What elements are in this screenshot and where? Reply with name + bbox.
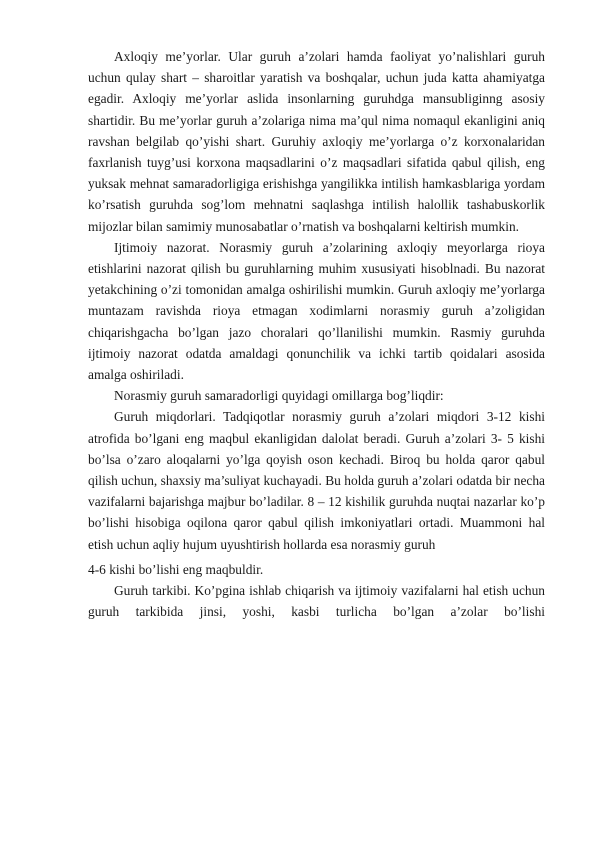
paragraph-samaradorlik-omillari: Norasmiy guruh samaradorligi quyidagi omillarga bog’liqdir: [114,388,444,404]
paragraph-guruh-miqdorlari: Guruh miqdorlari. Tadqiqotlar norasmiy guruh a’zolari miqdori 3-12 kishi atrofida bo’lgani eng maqbul ekanligidan dalolat beradi. Guruh a’zolari 3- 5 kishi bo’lsa o’zaro aloqalarni yo’lga qoyish oson kechadi. Biroq bu holda qaror qabul qilish uchun, shaxsiy ma’suliyat kuchayadi. Bu holda guruh a’zolari odatda bir necha vazifalarni bajarishga majbur bo’ladilar. 8 – 12 kishilik guruhda nuqtai nazarlar ko’p bo’lishi hisobiga oqilona qaror qabul qilish imkoniyatlari ortadi. Muammoni hal etish uchun aqliy hujum uyushtirish hollarda esa norasmiy guruh [88,409,545,552]
paragraph-ijtimoiy-nazorat: Ijtimoiy nazorat. Norasmiy guruh a’zolarining axloqiy meyorlarga rioya etishlarini nazorat qilish bu guruhlarning muhim xususiyati hisoblnadi. Bu nazorat yetakchining o’zi tomonidan amalga oshirilishi mumkin. Guruh axloqiy me’yorlarga muntazam ravishda rioya etmagan xodimlarni norasmiy guruh a’zoligidan chiqarishgacha bo’lgan jazo choralari qo’llanilishi mumkin. Rasmiy guruhda ijtimoiy nazorat odatda amaldagi qonunchilik va ichki tartib qoidalari asosida amalga oshiriladi. [88,239,545,383]
paragraph-guruh-tarkibi: Guruh tarkibi. Ko’pgina ishlab chiqarish va ijtimoiy vazifalarni hal etish uchun guruh tarkibida jinsi, yoshi, kasbi turlicha bo’lgan a’zolar bo’lishi [88,583,545,620]
paragraph-axloqiy-meyorlar: Axloqiy me’yorlar. Ular guruh a’zolari hamda faoliyat yo’nalishlari guruh uchun qulay shart – sharoitlar yaratish va boshqalar, uchun juda katta ahamiyatga egadir. Axloqiy me’yorlar aslida insonlarning guruhdga mansubliginng asosiy shartidir. Bu me’yorlar guruh a’zolariga nima ma’qul nima nomaqul ekanligini aniq ravshan belgilab qo’yishi shart. Guruhiy axloqiy me’yorlarga o’z korxonalaridan faxrlanish tuyg’usi korxona maqsadlarini o’z maqsadlari sifatida qabul qilish, eng yuksak mehnat samaradorligiga erishishga yangilikka intilish hamkasblariga yordam ko’rsatish guruhda sog’lom mehnatni saqlashga intilish halollik tashabuskorlik mijozlar bilan samimiy munosabatlar o’rnatish va boshqalarni keltirish mumkin. [88,49,545,234]
paragraph-maqbul-miqdor: 4-6 kishi bo’lishi eng maqbuldir. [88,561,264,577]
document-page [88,46,545,622]
